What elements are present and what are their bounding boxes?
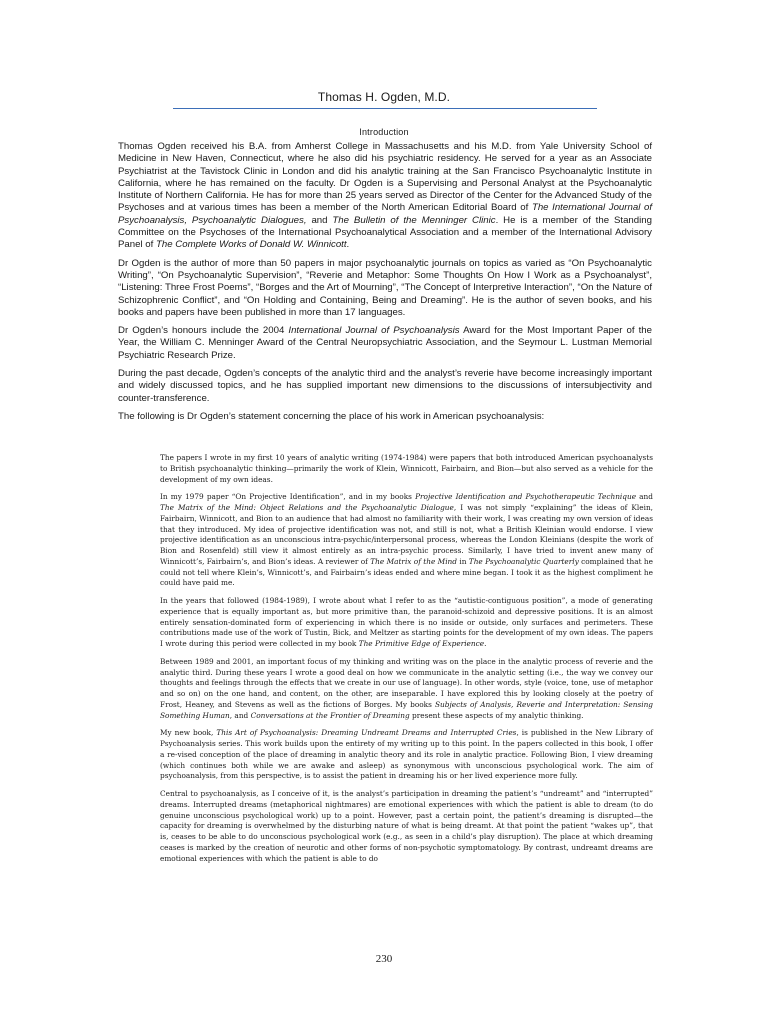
italic-title: Subjects of Analysis, Reverie and Interpretation: Sensing Something Human (160, 699, 654, 720)
text-run: . He is a member of the Standing Committee on the Psychoses of the International Psychoanalytical Association and a member of the International Advisory Panel of (118, 214, 652, 251)
text-run: and (306, 214, 333, 226)
quote-paragraph (160, 789, 653, 864)
italic-title: The Complete Works of Donald W. Winnicott (156, 239, 347, 251)
text-run: , is published in the New Library of Psychoanalysis series. This work builds upon the entirety of my writing up to this point. In the papers collected in this book, I offer a re-vised conception of the place of dreaming in analytic theory and its role in analytic practice. Following Bion, I view dreaming (which continues both while we are awake and asleep) as synonymous with unconscious psychological work. The aim of psychoanalysis, from this perspective, is to assist the patient in dreaming his or her lived experience more fully. (160, 728, 653, 781)
section-heading: Introduction (359, 127, 409, 137)
italic-title: The Primitive Edge of Experience (358, 639, 485, 648)
italic-title: International Journal of Psychoanalysis (288, 325, 460, 337)
text-run: complained that he could not tell where Klein’s, Winnicott’s, and Fairbairn’s ideas ended and where mine began. I took it as the highest compliment he could have paid me. (160, 556, 653, 588)
text-run: In my 1979 paper “On Projective Identification”, and in my books (160, 492, 416, 502)
text-run: Central to psychoanalysis, as I conceive of it, is the analyst’s participation in dreaming the patient’s “undreamt” and “interrupted” dreams. Interrupted dreams (metaphorical nightmares) are emotional experiences with which the patient is able to dream (to do genuine unconscious psychological work) up to a point. However, past a certain point, the patient’s dreaming is disrupted—the capacity for dreaming is overwhelmed by the disturbing nature of what is being dreamt. At that point the patient “wakes up”, that is, ceases to be able to do unconscious psychological work (e.g., as seen in a child’s play disruption). The place at which dreaming ceases is marked by the creation of neurotic and other forms of non-psychotic symptomatology. By contrast, undreamt dreams are emotional experiences with which the patient is able to do (160, 789, 653, 863)
text-run: Award for the Most Important Paper of the Year, the William C. Menninger Award of the Central Neuropsychiatric Association, and the Seymour L. Lustman Memorial Psychiatric Research Prize. (118, 325, 653, 361)
italic-title: Conversations at the Frontier of Dreaming (250, 710, 410, 720)
text-run: in (456, 556, 469, 566)
intro-body (118, 141, 652, 428)
text-run: The following is Dr Ogden’s statement concerning the place of his work in American psychoanalysis: (118, 410, 545, 422)
italic-title: This Art of Psychoanalysis: Dreaming Undreamt Dreams and Interrupted Cries (216, 728, 517, 738)
intro-paragraph (118, 368, 652, 405)
italic-title: Projective Identification and Psychotherapeutic Technique (415, 492, 637, 502)
quote-paragraph (160, 596, 653, 650)
block-quote (160, 453, 653, 871)
title-rule (173, 108, 597, 109)
text-run: , I was not simply “explaining” the ideas of Klein, Fairbairn, Winnicott, and Bion to an audience that had almost no familiarity with their work, I was creating my own version of ideas that they introduced. My idea of projective identification was not, and still is not, what a British Kleinian would endorse. I view projective identification as an unconscious intra-psychic/interpersonal process, whereas the London Kleinians (despite the work of Bion and Rosenfeld) still view it almost entirely as an intra-psychic process. Similarly, I have tried to invent anew many of Winnicott’s, Fairbairn’s, and Bion’s ideas. A reviewer of (160, 503, 654, 566)
text-run: During the past decade, Ogden’s concepts of the analytic third and the analyst’s reverie have become increasingly important and widely discussed topics, and he has supplied important new dimensions to the discussions of intersubjectivity and counter-transference. (118, 368, 652, 404)
text-run: , and (229, 710, 251, 720)
italic-title: The International Journal of Psychoanalysis, Psychoanalytic Dialogues, (118, 202, 652, 226)
italic-title: The Bulletin of the Menninger Clinic (332, 214, 496, 226)
text-run: present these aspects of my analytic thinking. (409, 710, 584, 720)
intro-paragraph (118, 325, 652, 362)
text-run: Dr Ogden’s honours include the 2004 (118, 325, 289, 337)
text-run: . (346, 239, 350, 251)
text-run: and (636, 492, 653, 502)
quote-paragraph (160, 453, 653, 485)
page-title: Thomas H. Ogden, M.D. (317, 90, 451, 104)
intro-paragraph (118, 411, 652, 423)
text-run: The papers I wrote in my first 10 years of analytic writing (1974-1984) were papers that both introduced American psychoanalysts to British psychoanalytic thinking—primarily the work of Klein, Winnicott, Fairbairn, and Bion—but also served as a vehicle for the development of my own ideas. (160, 453, 653, 484)
text-run: Between 1989 and 2001, an important focus of my thinking and writing was on the place in the analytic process of reverie and the analytic third. During these years I wrote a good deal on how we communicate in the analytic setting (i.e., the way we convey our thoughts and feelings through the effects that we create in our use of language). In other words, style (voice, tone, use of metaphor and so on) on the one hand, and content, on the other, are inseparable. I have explored this by looking closely at the poetry of Frost, Heaney, and Stevens as well as the fictions of Borges. My books (160, 656, 653, 709)
intro-paragraph (118, 258, 652, 319)
text-run: Thomas Ogden received his B.A. from Amherst College in Massachusetts and his M.D. from Yale University School of Medicine in New Haven, Connecticut, where he also did his psychiatric residency. He served for a year as an Associate Psychiatrist at the Tavistock Clinic in London and did his analytic training at the San Francisco Psychoanalytic Institute in California, where he has remained on the faculty. Dr Ogden is a Supervising and Personal Analyst at the Psychoanalytic Institute of Northern California. He has for more than 25 years served as Director of the Center for the Advanced Study of the Psychoses and at various times has been a member of the North American Editorial Board of (118, 141, 652, 214)
page-number: 230 (375, 953, 393, 965)
intro-paragraph (118, 141, 652, 252)
quote-paragraph (160, 657, 653, 722)
text-run: In the years that followed (1984-1989), I wrote about what I refer to as the “autistic-contiguous position”, a mode of generating experience that is equally important as, but more primitive than, the paranoid-schizoid and depressive positions. It is an almost entirely sensation-dominated form of experiencing in which there is no inside or outside, only surfaces and perimeters. These contributions made use of the work of Tustin, Bick, and Meltzer as starting points for the development of my own ideas. The papers I wrote during this period were collected in my book (160, 596, 653, 648)
text-run: Dr Ogden is the author of more than 50 papers in major psychoanalytic journals on topics as varied as “On Psychoanalytic Writing”, “On Psychoanalytic Supervision”, “Reverie and Metaphor: Some Thoughts On How I Work as a Psychoanalyst”, “Listening: Three Frost Poems”, “Borges and the Art of Mourning”, “The Concept of Interpretive Interaction”, “On the Nature of Schizophrenic Conflict”, and “On Holding and Containing, Being and Dreaming”. He is the author of seven books, and his books and papers have been published in more than 17 languages. (118, 257, 652, 318)
text-run: . (484, 639, 487, 648)
italic-title: The Psychoanalytic Quarterly (468, 556, 579, 566)
quote-paragraph (160, 728, 653, 782)
italic-title: The Matrix of the Mind (370, 556, 457, 566)
text-run: My new book, (160, 728, 217, 738)
italic-title: The Matrix of the Mind: Object Relations and the Psychoanalytic Dialogue (160, 503, 454, 512)
quote-paragraph (160, 492, 653, 589)
